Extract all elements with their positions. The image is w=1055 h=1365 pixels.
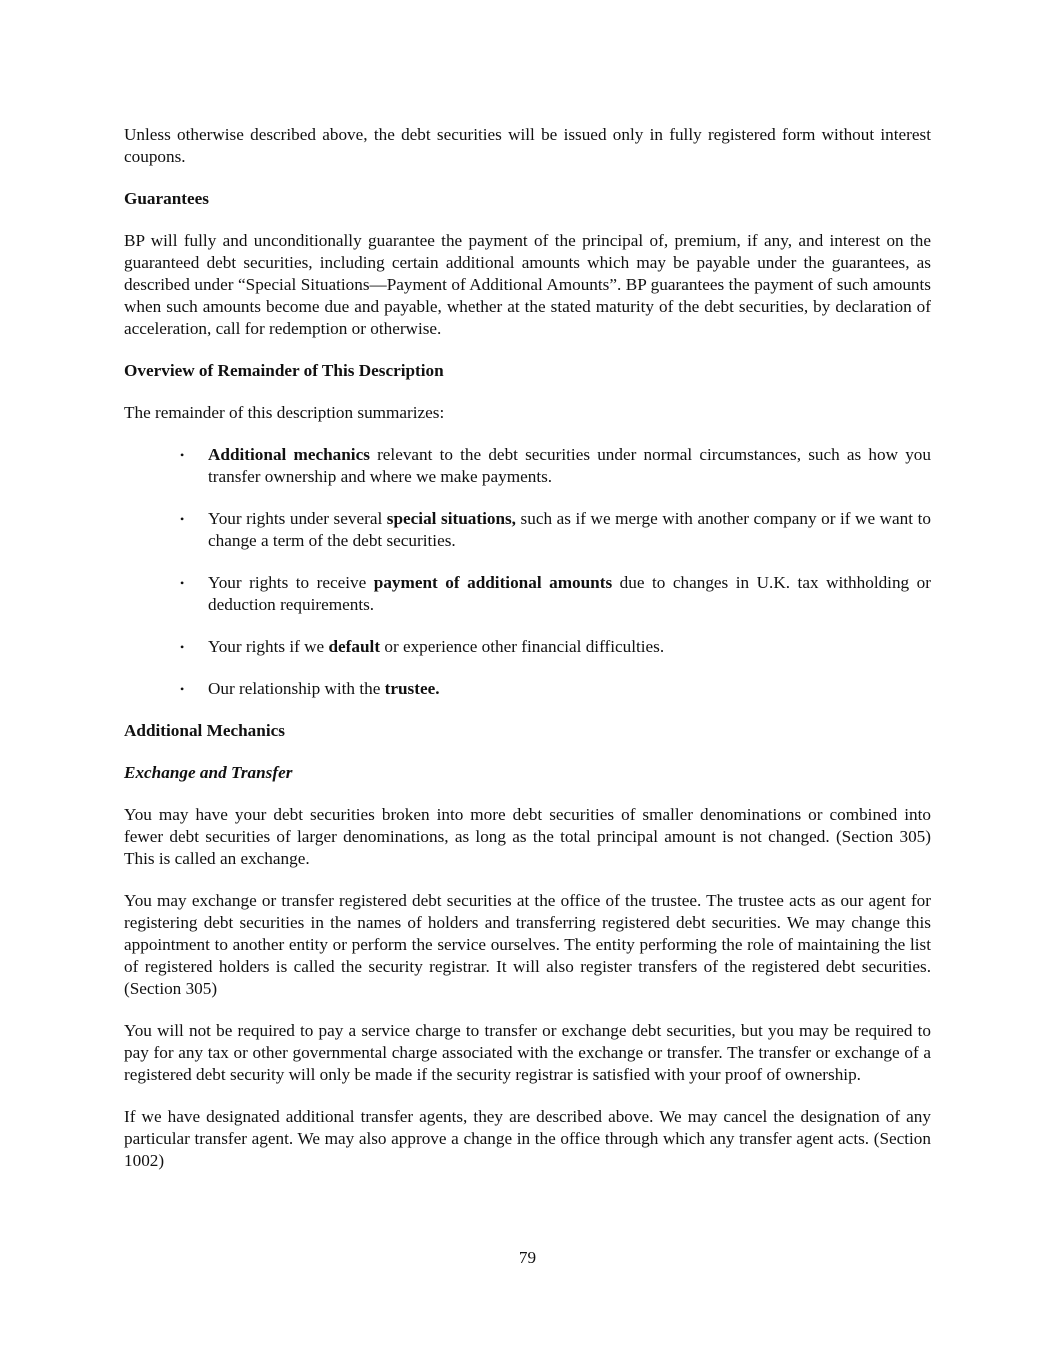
list-item-pre: Your rights if we xyxy=(208,637,329,656)
list-item xyxy=(180,444,931,488)
list-item-pre: Our relationship with the xyxy=(208,679,385,698)
list-item xyxy=(180,572,931,616)
mechanics-paragraph: You may exchange or transfer registered debt securities at the office of the trustee. The trustee acts as our agent for registering debt securities in the names of holders and transferring registered debt securities. We may change this appointment to another entity or perform the service ourselves. The entity performing the role of maintaining the list of registered holders is called the security registrar. It will also register transfers of the registered debt securities. (Section 305) xyxy=(124,891,931,998)
intro-paragraph: Unless otherwise described above, the debt securities will be issued only in fully registered form without interest coupons. xyxy=(124,125,931,166)
page-content xyxy=(124,124,931,1192)
list-item-bold: special situations, xyxy=(386,509,516,528)
mechanics-paragraph: You may have your debt securities broken into more debt securities of smaller denominations or combined into fewer debt securities of larger denominations, as long as the total principal amount is not changed. (Section 305) This is called an exchange. xyxy=(124,805,931,868)
overview-list xyxy=(180,444,931,700)
list-item-pre: Your rights to receive xyxy=(208,573,374,592)
list-item xyxy=(180,508,931,552)
guarantees-paragraph: BP will fully and unconditionally guarantee the payment of the principal of, premium, if any, and interest on the guaranteed debt securities, including certain additional amounts which may be payable under the guarantees, as described under “Special Situations—Payment of Additional Amounts”. BP guarantees the payment of such amounts when such amounts become due and payable, whether at the stated maturity of the debt securities, by declaration of acceleration, call for redemption or otherwise. xyxy=(124,231,931,338)
bullet-icon: • xyxy=(180,640,185,654)
list-item-bold: Additional mechanics xyxy=(208,445,370,464)
mechanics-paragraph: If we have designated additional transfer agents, they are described above. We may cancel the designation of any particular transfer agent. We may also approve a change in the office through which any transfer agent acts. (Section 1002) xyxy=(124,1107,931,1170)
bullet-icon: • xyxy=(180,682,185,696)
mechanics-paragraph: You will not be required to pay a service charge to transfer or exchange debt securities, but you may be required to pay for any tax or other governmental charge associated with the exchange or transfer. The transfer or exchange of a registered debt security will only be made if the security registrar is satisfied with your proof of ownership. xyxy=(124,1021,931,1084)
additional-mechanics-heading: Additional Mechanics xyxy=(124,721,285,740)
list-item-post: due to changes in U.K. tax withholding or deduction requirements. xyxy=(208,573,931,614)
list-item-bold: payment of additional amounts xyxy=(373,573,613,592)
list-item-pre: Your rights under several xyxy=(208,509,387,528)
bullet-icon: • xyxy=(180,448,185,462)
list-item-post: relevant to the debt securities under normal circumstances, such as how you transfer ownership and where we make payments. xyxy=(208,445,931,486)
overview-heading: Overview of Remainder of This Description xyxy=(124,361,444,380)
list-item-post: such as if we merge with another company or if we want to change a term of the debt securities. xyxy=(208,509,931,550)
exchange-transfer-subheading: Exchange and Transfer xyxy=(124,763,293,782)
list-item-bold: trustee. xyxy=(384,679,440,698)
list-item xyxy=(180,636,931,658)
list-item-post: or experience other financial difficulties. xyxy=(380,637,665,656)
bullet-icon: • xyxy=(180,512,185,526)
guarantees-heading: Guarantees xyxy=(124,189,209,208)
page-number: 79 xyxy=(518,1248,537,1267)
list-item xyxy=(180,678,931,700)
list-item-bold: default xyxy=(328,637,381,656)
overview-lead: The remainder of this description summarizes: xyxy=(124,403,445,422)
bullet-icon: • xyxy=(180,576,185,590)
